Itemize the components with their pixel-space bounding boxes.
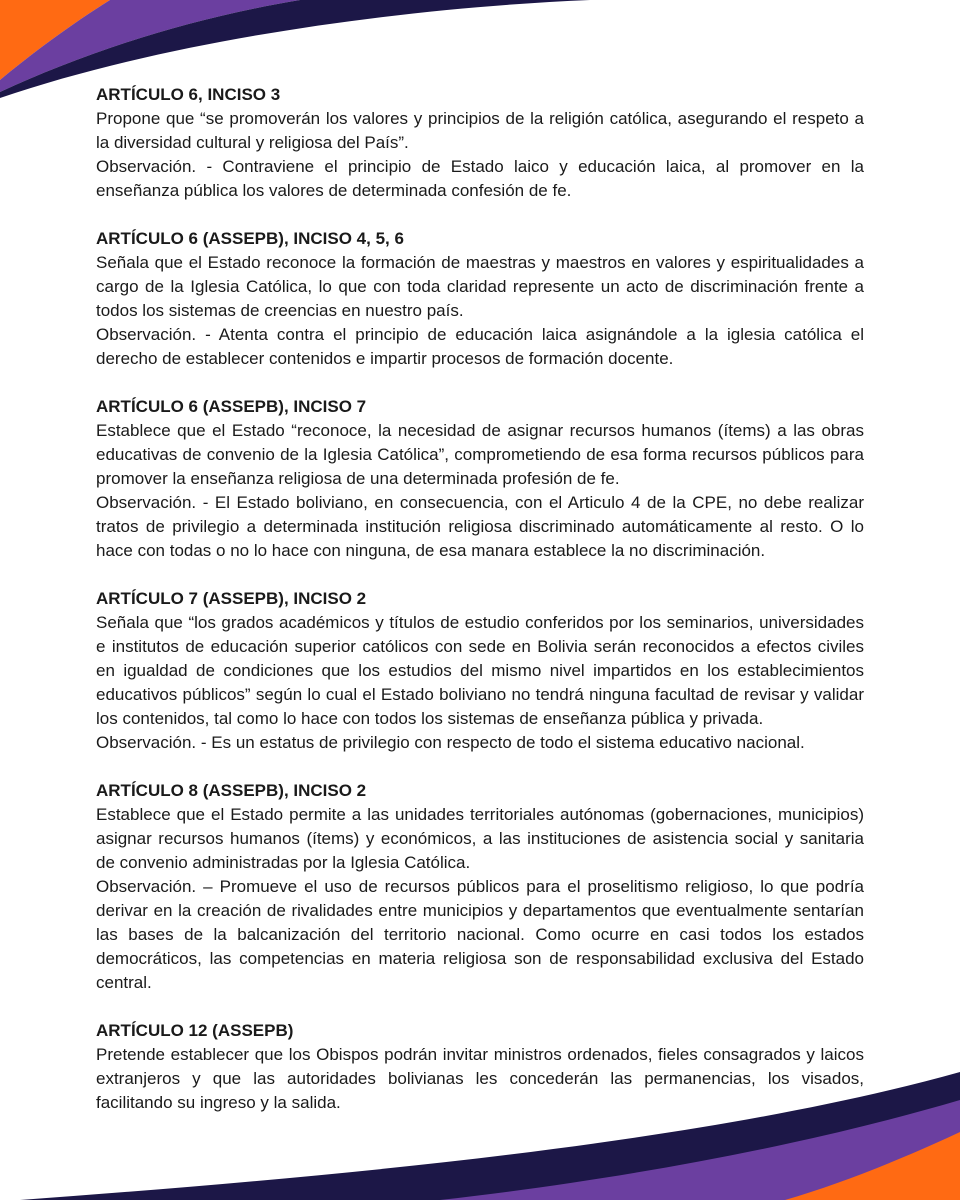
article-observation: Observación. - El Estado boliviano, en consecuencia, con el Articulo 4 de la CPE, no debe realizar tratos de privilegio a determinada institución religiosa discriminado automáticamente al resto. O lo hace con todas o no lo hace con ninguna, de esa manara establece la no discriminación. xyxy=(96,493,864,560)
article-heading: ARTÍCULO 6 (ASSEPB), INCISO 7 xyxy=(96,397,367,416)
article-section xyxy=(96,395,864,563)
article-observation: Observación. - Atenta contra el principio de educación laica asignándole a la iglesia católica el derecho de establecer contenidos e impartir procesos de formación docente. xyxy=(96,325,864,368)
article-observation: Observación. – Promueve el uso de recursos públicos para el proselitismo religioso, lo que podría derivar en la creación de rivalidades entre municipios y departamentos que eventualmente sentarían las bases de la balcanización del territorio nacional. Como ocurre en casi todos los estados democráticos, las competencias en materia religiosa son de responsabilidad exclusiva del Estado central. xyxy=(96,877,864,992)
bottom-decoration xyxy=(0,1060,960,1200)
article-heading: ARTÍCULO 6, INCISO 3 xyxy=(96,85,281,104)
article-body: Pretende establecer que los Obispos podrán invitar ministros ordenados, fieles consagrados y laicos extranjeros y que las autoridades bolivianas les concederán las permanencias, los visados, facilitando su ingreso y la salida. xyxy=(96,1045,864,1112)
article-section xyxy=(96,779,864,995)
article-heading: ARTÍCULO 6 (ASSEPB), INCISO 4, 5, 6 xyxy=(96,229,404,248)
article-heading: ARTÍCULO 12 (ASSEPB) xyxy=(96,1021,294,1040)
article-section xyxy=(96,587,864,755)
article-section xyxy=(96,83,864,203)
article-heading: ARTÍCULO 8 (ASSEPB), INCISO 2 xyxy=(96,781,367,800)
article-observation: Observación. - Contraviene el principio de Estado laico y educación laica, al promover en la enseñanza pública los valores de determinada confesión de fe. xyxy=(96,157,864,200)
article-body: Establece que el Estado permite a las unidades territoriales autónomas (gobernaciones, municipios) asignar recursos humanos (ítems) y económicos, a las instituciones de asistencia social y sanitaria de convenio administradas por la Iglesia Católica. xyxy=(96,805,864,872)
article-body: Señala que el Estado reconoce la formación de maestras y maestros en valores y espiritualidades a cargo de la Iglesia Católica, lo que con toda claridad represente un acto de discriminación frente a todos los sistemas de creencias en nuestro país. xyxy=(96,253,864,320)
document-body xyxy=(96,83,864,1139)
article-section xyxy=(96,227,864,371)
article-heading: ARTÍCULO 7 (ASSEPB), INCISO 2 xyxy=(96,589,367,608)
article-body: Establece que el Estado “reconoce, la necesidad de asignar recursos humanos (ítems) a las obras educativas de convenio de la Iglesia Católica”, comprometiendo de esa forma recursos públicos para promover la enseñanza religiosa de una determinada profesión de fe. xyxy=(96,421,864,488)
article-body: Propone que “se promoverán los valores y principios de la religión católica, asegurando el respeto a la diversidad cultural y religiosa del País”. xyxy=(96,109,864,152)
article-body: Señala que “los grados académicos y títulos de estudio conferidos por los seminarios, universidades e institutos de educación superior católicos con sede en Bolivia serán reconocidos a efectos civiles en igualdad de condiciones que los estudios del mismo nivel impartidos en los establecimientos educativos públicos” según lo cual el Estado boliviano no tendrá ninguna facultad de revisar y validar los contenidos, tal como lo hace con todos los sistemas de enseñanza pública y privada. xyxy=(96,613,864,728)
article-observation: Observación. - Es un estatus de privilegio con respecto de todo el sistema educativo nacional. xyxy=(96,733,805,752)
